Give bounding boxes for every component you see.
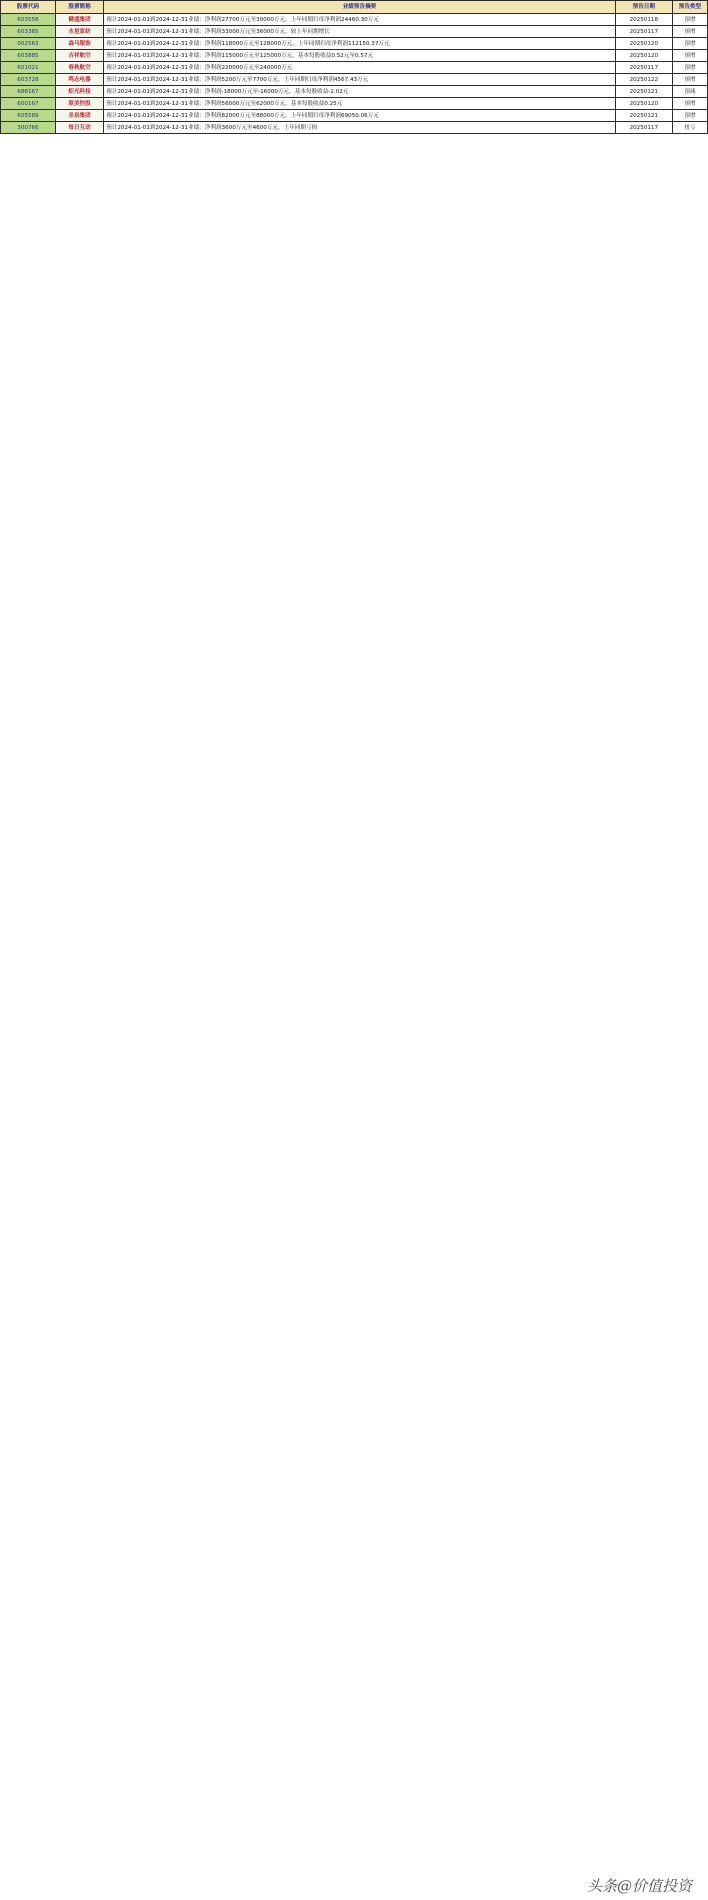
date-cell: 20250122 xyxy=(615,74,672,86)
code-cell: 603365 xyxy=(1,26,56,38)
date-cell: 20250120 xyxy=(615,38,672,50)
header-type: 预告类型 xyxy=(672,1,707,14)
date-cell: 20250117 xyxy=(615,122,672,134)
date-cell: 20250121 xyxy=(615,110,672,122)
type-cell: 预增 xyxy=(672,26,707,38)
table-row xyxy=(1,110,708,122)
name-cell: 森马服饰 xyxy=(55,38,103,50)
earnings-forecast-table xyxy=(0,0,708,134)
type-cell: 预增 xyxy=(672,98,707,110)
header-name: 股票简称 xyxy=(55,1,103,14)
signature-watermark: 头条@价值投资 xyxy=(586,1877,692,1895)
code-cell: 002563 xyxy=(1,38,56,50)
type-cell: 预减 xyxy=(672,86,707,98)
summary-cell: 预计2024-01-01到2024-12-31业绩：净利润220000万元至240000万元 xyxy=(104,62,616,74)
name-cell: 炬光科技 xyxy=(55,86,103,98)
summary-cell: 预计2024-01-01到2024-12-31业绩：净利润5200万元至7700万元，上年同期归母净利润4567.43万元 xyxy=(104,74,616,86)
summary-cell: 预计2024-01-01到2024-12-31业绩：净利润33000万元至36000万元，较上年同期增长 xyxy=(104,26,616,38)
table-row xyxy=(1,38,708,50)
name-cell: 每日互动 xyxy=(55,122,103,134)
summary-cell: 预计2024-01-01到2024-12-31业绩：净利润27700万元至30000万元，上年同期归母净利润24460.30万元 xyxy=(104,14,616,26)
table-row xyxy=(1,98,708,110)
summary-cell: 预计2024-01-01到2024-12-31业绩：净利润118000万元至128000万元，上年同期归母净利润112150.37万元 xyxy=(104,38,616,50)
name-cell: 联美控股 xyxy=(55,98,103,110)
code-cell: 605589 xyxy=(1,110,56,122)
table-row xyxy=(1,62,708,74)
type-cell: 扭亏 xyxy=(672,122,707,134)
type-cell: 预增 xyxy=(672,14,707,26)
date-cell: 20250117 xyxy=(615,26,672,38)
table-row xyxy=(1,86,708,98)
name-cell: 吉祥航空 xyxy=(55,50,103,62)
table-row xyxy=(1,122,708,134)
code-cell: 300766 xyxy=(1,122,56,134)
header-row xyxy=(1,1,708,14)
summary-cell: 预计2024-01-01到2024-12-31业绩：净利润-18000万元至-16000万元，基本每股收益-2.02元 xyxy=(104,86,616,98)
header-code: 股票代码 xyxy=(1,1,56,14)
date-cell: 20250120 xyxy=(615,50,672,62)
type-cell: 预增 xyxy=(672,50,707,62)
date-cell: 20250121 xyxy=(615,86,672,98)
summary-cell: 预计2024-01-01到2024-12-31业绩：净利润56000万元至62000万元，基本每股收益0.25元 xyxy=(104,98,616,110)
header-date: 预告日期 xyxy=(615,1,672,14)
code-cell: 688167 xyxy=(1,86,56,98)
code-cell: 603558 xyxy=(1,14,56,26)
date-cell: 20250118 xyxy=(615,14,672,26)
code-cell: 603885 xyxy=(1,50,56,62)
table-row xyxy=(1,74,708,86)
table-row xyxy=(1,14,708,26)
type-cell: 预增 xyxy=(672,38,707,50)
type-cell: 预增 xyxy=(672,62,707,74)
header-summary: 业绩预告摘要 xyxy=(104,1,616,14)
summary-cell: 预计2024-01-01到2024-12-31业绩：净利润82000万元至88000万元，上年同期归母净利润69050.06万元 xyxy=(104,110,616,122)
type-cell: 预增 xyxy=(672,74,707,86)
summary-cell: 预计2024-01-01到2024-12-31业绩：净利润3600万元至4600万元，上年同期亏损 xyxy=(104,122,616,134)
code-cell: 600167 xyxy=(1,98,56,110)
table-row xyxy=(1,26,708,38)
code-cell: 603728 xyxy=(1,74,56,86)
date-cell: 20250117 xyxy=(615,62,672,74)
table-row xyxy=(1,50,708,62)
table-body xyxy=(1,14,708,134)
type-cell: 预增 xyxy=(672,110,707,122)
name-cell: 圣泉集团 xyxy=(55,110,103,122)
summary-cell: 预计2024-01-01到2024-12-31业绩：净利润115000万元至125000万元，基本每股收益0.52元至0.57元 xyxy=(104,50,616,62)
name-cell: 健盛集团 xyxy=(55,14,103,26)
date-cell: 20250120 xyxy=(615,98,672,110)
name-cell: 水星家纺 xyxy=(55,26,103,38)
code-cell: 601021 xyxy=(1,62,56,74)
name-cell: 春秋航空 xyxy=(55,62,103,74)
name-cell: 鸣志电器 xyxy=(55,74,103,86)
